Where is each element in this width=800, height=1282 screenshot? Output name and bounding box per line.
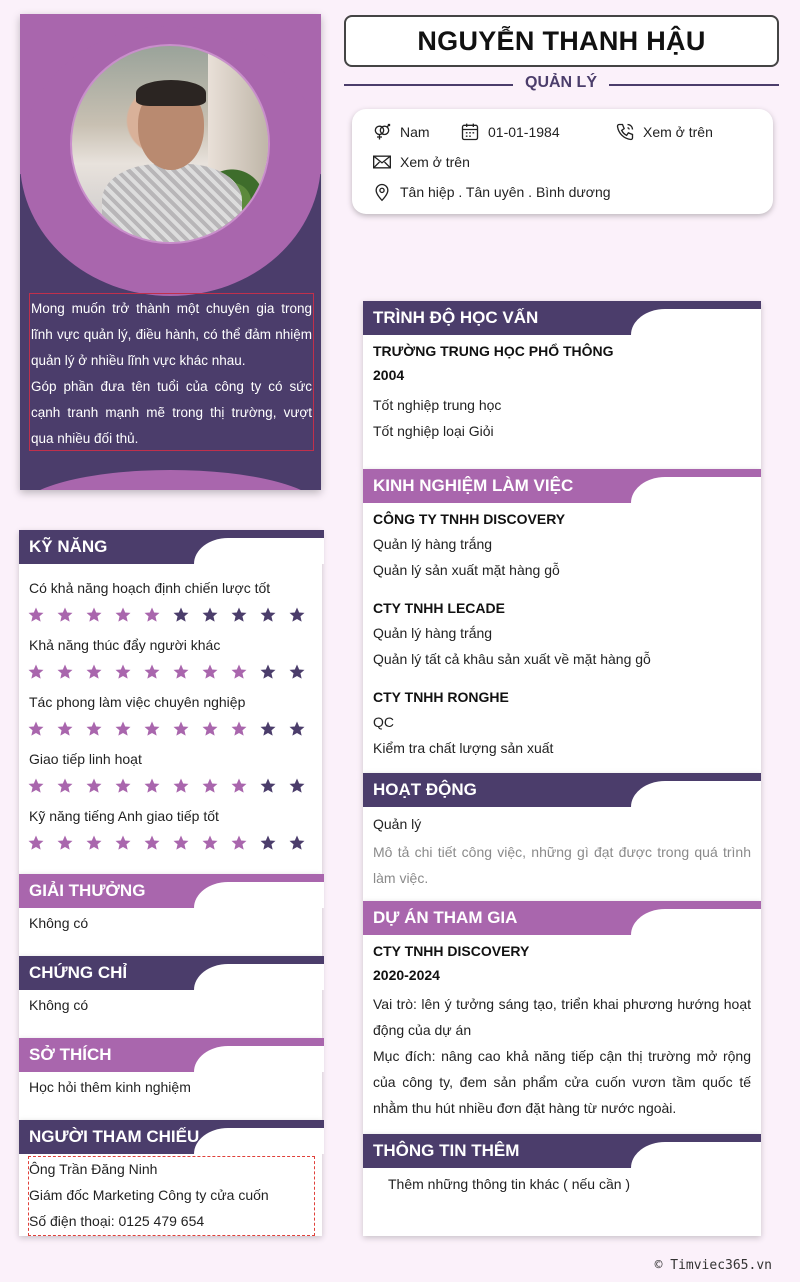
star-icon <box>143 777 161 795</box>
header-notch <box>631 909 761 935</box>
address-value: Tân hiệp . Tân uyên . Bình dương <box>400 184 611 200</box>
gender-icon <box>372 122 392 142</box>
project-goal[interactable]: Mục đích: nâng cao khả năng tiếp cận thị trường mở rộng của công ty, đem sản phẩm cửa cuốn vươn tầm quốc tế nhằm thu hút nhiều đơn đặt hàng từ nước ngoài. <box>373 1048 751 1116</box>
job-1-company[interactable]: CÔNG TY TNHH DISCOVERY <box>373 511 566 527</box>
job-title[interactable]: QUẢN LÝ <box>513 74 609 92</box>
activities-title: HOẠT ĐỘNG <box>373 780 477 799</box>
skill-label[interactable]: Tác phong làm việc chuyên nghiệp <box>29 694 246 710</box>
certificates-header[interactable] <box>19 956 324 990</box>
skill-label[interactable]: Giao tiếp linh hoạt <box>29 751 142 767</box>
objective-line-2: Góp phần đưa tên tuổi của công ty có sức cạnh tranh mạnh mẽ trong thị trường, vượt qua nhiều đối thủ. <box>31 379 312 446</box>
job-2-company[interactable]: CTY TNHH LECADE <box>373 600 505 616</box>
star-icon <box>56 834 74 852</box>
phone-value: Xem ở trên <box>643 124 713 140</box>
star-icon <box>201 834 219 852</box>
contact-gender[interactable] <box>372 122 430 142</box>
skill-rating[interactable] <box>27 777 306 795</box>
star-icon <box>85 834 103 852</box>
star-icon <box>27 834 45 852</box>
activities-card <box>363 773 761 901</box>
reference-name: Ông Trần Đăng Ninh <box>29 1161 158 1177</box>
star-icon <box>56 606 74 624</box>
star-icon <box>85 606 103 624</box>
star-icon <box>143 663 161 681</box>
star-icon <box>114 663 132 681</box>
activities-description[interactable]: Mô tả chi tiết công việc, những gì đạt được trong quá trình làm việc. <box>373 844 751 886</box>
education-year[interactable]: 2004 <box>373 367 405 383</box>
certificates-title: CHỨNG CHỈ <box>29 963 128 982</box>
star-icon <box>230 663 248 681</box>
star-icon <box>259 720 277 738</box>
skill-label[interactable]: Kỹ năng tiếng Anh giao tiếp tốt <box>29 808 219 824</box>
header-notch <box>631 1142 761 1168</box>
skill-rating[interactable] <box>27 663 306 681</box>
header-notch <box>194 964 324 990</box>
star-icon <box>259 834 277 852</box>
certificates-text[interactable]: Không có <box>29 997 89 1013</box>
reference-position: Giám đốc Marketing Công ty cửa cuốn <box>29 1187 269 1203</box>
star-icon <box>56 720 74 738</box>
star-icon <box>230 606 248 624</box>
header-notch <box>194 538 324 564</box>
star-icon <box>172 834 190 852</box>
name-box[interactable] <box>344 15 779 67</box>
star-icon <box>85 777 103 795</box>
contact-box <box>352 109 773 214</box>
star-icon <box>288 663 306 681</box>
experience-header[interactable] <box>363 469 761 503</box>
star-icon <box>114 606 132 624</box>
activities-text[interactable]: Quản lý <box>373 816 422 832</box>
avatar-shirt <box>102 164 242 244</box>
star-icon <box>114 777 132 795</box>
full-name: NGUYỄN THANH HẬU <box>417 25 706 56</box>
reference-phone: Số điện thoại: 0125 479 654 <box>29 1213 205 1229</box>
education-title: TRÌNH ĐỘ HỌC VẤN <box>373 308 539 327</box>
experience-title: KINH NGHIỆM LÀM VIỆC <box>373 476 574 495</box>
job-3-line-2[interactable]: Kiểm tra chất lượng sản xuất <box>373 740 554 756</box>
star-icon <box>230 777 248 795</box>
star-icon <box>143 720 161 738</box>
skill-label[interactable]: Có khả năng hoạch định chiến lược tốt <box>29 580 271 596</box>
education-header[interactable] <box>363 301 761 335</box>
star-icon <box>27 606 45 624</box>
awards-card <box>19 874 322 956</box>
skill-rating[interactable] <box>27 834 306 852</box>
star-icon <box>259 663 277 681</box>
star-icon <box>288 777 306 795</box>
header-notch <box>631 477 761 503</box>
contact-address[interactable] <box>372 182 611 202</box>
star-icon <box>172 720 190 738</box>
header-notch <box>194 1128 324 1154</box>
star-icon <box>85 720 103 738</box>
star-icon <box>259 606 277 624</box>
project-period[interactable]: 2020-2024 <box>373 967 440 983</box>
skill-label[interactable]: Khả năng thúc đẩy người khác <box>29 637 221 653</box>
star-icon <box>27 777 45 795</box>
gender-value: Nam <box>400 124 430 140</box>
education-card <box>363 301 761 469</box>
header-notch <box>194 882 324 908</box>
hobbies-card <box>19 1038 322 1120</box>
star-icon <box>172 606 190 624</box>
experience-card <box>363 469 761 773</box>
job-2-line-2[interactable]: Quản lý tất cả khâu sản xuất về mặt hàng gỗ <box>373 651 651 667</box>
awards-text[interactable]: Không có <box>29 915 89 931</box>
references-title: NGƯỜI THAM CHIẾU <box>29 1127 200 1146</box>
contact-birthday[interactable] <box>460 122 560 142</box>
projects-title: DỰ ÁN THAM GIA <box>373 908 518 927</box>
hobbies-title: SỞ THÍCH <box>29 1045 112 1064</box>
star-icon <box>288 834 306 852</box>
star-icon <box>143 606 161 624</box>
projects-header[interactable] <box>363 901 761 935</box>
project-company[interactable]: CTY TNHH DISCOVERY <box>373 943 530 959</box>
profile-card <box>20 14 321 490</box>
objective-line-1: Mong muốn trở thành một chuyên gia trong lĩnh vực quản lý, điều hành, có thể đảm nhiệm quản lý ở nhiều lĩnh vực khác nhau. <box>31 301 312 368</box>
star-icon <box>259 777 277 795</box>
footer-brand: © Timviec365.vn <box>654 1258 772 1273</box>
job-2-line-1[interactable]: Quản lý hàng trắng <box>373 625 493 641</box>
star-icon <box>230 834 248 852</box>
email-value: Xem ở trên <box>400 154 470 170</box>
awards-title: GIẢI THƯỞNG <box>29 881 146 900</box>
education-school[interactable]: TRƯỜNG TRUNG HỌC PHỔ THÔNG <box>373 343 614 359</box>
star-icon <box>230 720 248 738</box>
star-icon <box>201 777 219 795</box>
location-pin-icon <box>372 182 392 202</box>
header-notch <box>631 781 761 807</box>
skills-header[interactable] <box>19 530 324 564</box>
star-icon <box>201 663 219 681</box>
references-card <box>19 1120 322 1236</box>
activities-header[interactable] <box>363 773 761 807</box>
more-info-card <box>363 1134 761 1236</box>
project-role[interactable]: Vai trò: lên ý tưởng sáng tạo, triển khai phương hướng hoạt động của dự án <box>373 996 751 1038</box>
contact-phone[interactable] <box>615 122 713 142</box>
awards-header[interactable] <box>19 874 324 908</box>
calendar-icon <box>460 122 480 142</box>
hobbies-text[interactable]: Học hỏi thêm kinh nghiệm <box>29 1079 191 1095</box>
star-icon <box>288 720 306 738</box>
projects-card <box>363 901 761 1134</box>
job-1-line-1[interactable]: Quản lý hàng trắng <box>373 536 493 552</box>
star-icon <box>27 663 45 681</box>
star-icon <box>27 720 45 738</box>
star-icon <box>56 777 74 795</box>
header-notch <box>631 309 761 335</box>
job-3-line-1[interactable]: QC <box>373 714 394 730</box>
header-notch <box>194 1046 324 1072</box>
education-line-2[interactable]: Tốt nghiệp loại Giỏi <box>373 423 494 439</box>
career-objective[interactable] <box>29 293 314 451</box>
hobbies-header[interactable] <box>19 1038 324 1072</box>
birthday-value: 01-01-1984 <box>488 124 560 140</box>
contact-email[interactable] <box>372 152 470 172</box>
job-1-line-2[interactable]: Quản lý sản xuất mặt hàng gỗ <box>373 562 560 578</box>
more-info-header[interactable] <box>363 1134 761 1168</box>
more-info-text[interactable]: Thêm những thông tin khác ( nếu cần ) <box>388 1176 631 1192</box>
star-icon <box>114 834 132 852</box>
phone-icon <box>615 122 635 142</box>
skills-title: KỸ NĂNG <box>29 537 108 556</box>
avatar-hair <box>136 80 206 106</box>
job-3-company[interactable]: CTY TNHH RONGHE <box>373 689 509 705</box>
star-icon <box>201 720 219 738</box>
profile-bottom-wave <box>20 470 321 490</box>
star-icon <box>56 663 74 681</box>
skill-rating[interactable] <box>27 606 306 624</box>
mail-icon <box>372 152 392 172</box>
avatar[interactable] <box>70 44 270 244</box>
more-info-title: THÔNG TIN THÊM <box>373 1141 520 1160</box>
star-icon <box>143 834 161 852</box>
star-icon <box>172 663 190 681</box>
certificates-card <box>19 956 322 1038</box>
star-icon <box>85 663 103 681</box>
skills-card <box>19 530 322 874</box>
references-header[interactable] <box>19 1120 324 1154</box>
star-icon <box>114 720 132 738</box>
star-icon <box>288 606 306 624</box>
skill-rating[interactable] <box>27 720 306 738</box>
star-icon <box>172 777 190 795</box>
education-line-1[interactable]: Tốt nghiệp trung học <box>373 397 502 413</box>
star-icon <box>201 606 219 624</box>
